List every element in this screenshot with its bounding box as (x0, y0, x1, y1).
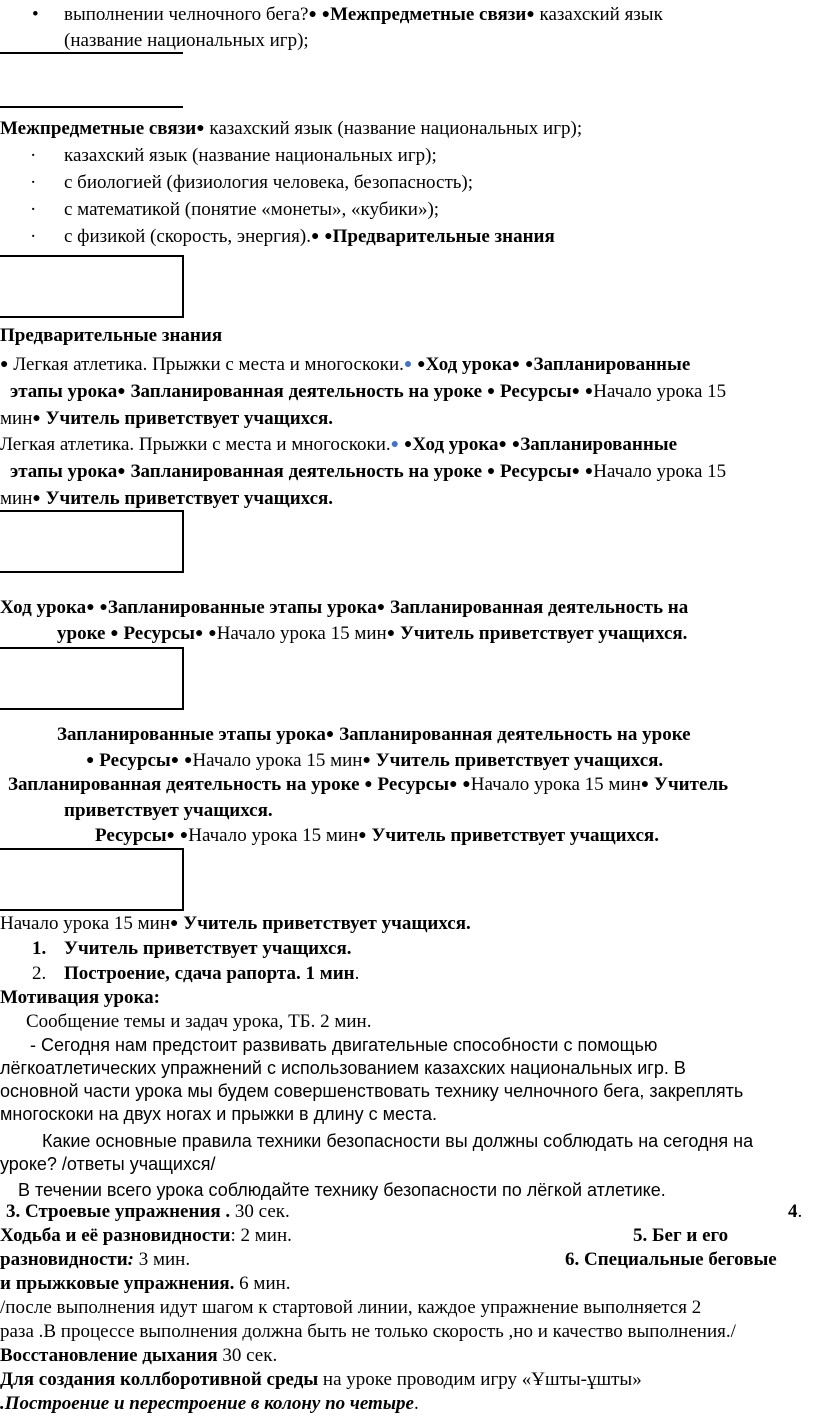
bullet-icon: ● (183, 753, 193, 768)
bullet-icon: ● (449, 777, 458, 792)
bullet-icon: ● (86, 600, 95, 615)
paragraph-line: В течении всего урока соблюдайте технику безопасности по лёгкой атлетике. (18, 1180, 666, 1200)
text-line: Сообщение темы и задач урока, ТБ. 2 мин. (26, 1011, 372, 1032)
bullet-icon: ● (584, 384, 594, 399)
bullet-icon: ● (358, 828, 367, 843)
bullet-icon: ● (99, 600, 108, 615)
section-heading: Мотивация урока: (0, 987, 160, 1008)
text-line: Для создания коллборотивной среды на уроке проводим игру «Ұшты-ұшты» (0, 1369, 642, 1390)
bullet-icon: ● (403, 357, 413, 372)
paragraph-line: многоскоки на двух ногах и прыжки в длину с места. (0, 1104, 438, 1124)
bullet-icon: ● (417, 357, 426, 372)
text-line: раза .В процессе выполнения должна быть не только скорость ,но и качество выполнения./ (0, 1321, 736, 1342)
paragraph-line: - Сегодня нам предстоит развивать двигательные способности с помощью (30, 1035, 658, 1055)
list-item: 1. (32, 938, 47, 959)
bullet-icon: ● (170, 916, 179, 931)
list-item: Учитель приветствует учащихся. (64, 938, 352, 959)
text-line: Запланированная деятельность на уроке ● Ресурсы● ●Начало урока 15 мин● Учитель (8, 774, 729, 795)
text-line: ● Ресурсы● ●Начало урока 15 мин● Учитель приветствует учащихся. (86, 750, 664, 771)
text-line: Запланированные этапы урока● Запланированная деятельность на уроке (57, 724, 691, 745)
text-line: Межпредметные связи● казахский язык (название национальных игр); (0, 118, 583, 139)
bullet-icon: ● (511, 357, 521, 372)
divider (0, 106, 183, 108)
bullet-icon: • (32, 4, 39, 25)
paragraph-line: лёгкоатлетических упражнений с использованием казахских национальных игр. В (0, 1058, 686, 1078)
text-line: .Построение и перестроение в колону по четыре. (0, 1393, 419, 1414)
list-item: · (30, 145, 37, 166)
list-item: казахский язык (название национальных игр); (64, 145, 437, 166)
empty-frame (0, 647, 184, 710)
list-item: с физикой (скорость, энергия).● ●Предварительные знания (64, 226, 555, 247)
list-item: · (30, 199, 37, 220)
bullet-icon: ● (524, 357, 534, 372)
bullet-icon: ● (511, 437, 521, 452)
list-item: с математикой (понятие «монеты», «кубики»); (64, 199, 440, 220)
bullet-icon: ● (390, 437, 400, 452)
bullet-icon: ● (640, 777, 650, 792)
bullet-icon: ● (571, 384, 581, 399)
text-line: Ходьба и её разновидности: 2 мин. (0, 1225, 292, 1246)
list-item: Построение, сдача рапорта. 1 мин. (64, 963, 360, 984)
text-line: и прыжковые упражнения. 6 мин. (0, 1273, 291, 1294)
text-line: 5. Бег и его (633, 1225, 729, 1246)
text-line: 3. Строевые упражнения . 30 сек. (6, 1201, 290, 1222)
bullet-icon: ● (486, 464, 496, 479)
bullet-icon: ● (86, 753, 95, 768)
bullet-icon: ● (170, 753, 180, 768)
text-line: /после выполнения идут шагом к стартовой линии, каждое упражнение выполняется 2 (0, 1297, 702, 1318)
bullet-icon: ● (364, 777, 373, 792)
text-line: 6. Специальные беговые (565, 1249, 777, 1270)
bullet-icon: ● (117, 384, 126, 399)
bullet-icon: ● (571, 464, 581, 479)
bullet-icon: ● (403, 437, 413, 452)
bullet-icon: ● (195, 626, 204, 641)
bullet-icon: ● (166, 828, 176, 843)
text-line: 4. (788, 1201, 803, 1222)
bullet-icon: ● (196, 121, 205, 136)
text-line: выполнении челночного бега?● ●Межпредметные связи● казахский язык (64, 4, 663, 25)
text-line: Восстановление дыхания 30 сек. (0, 1345, 278, 1366)
text-line: этапы урока● Запланированная деятельность на уроке ● Ресурсы● ●Начало урока 15 (10, 381, 727, 402)
list-item: с биологией (физиология человека, безопасность); (64, 172, 474, 193)
divider (0, 52, 183, 54)
empty-frame (0, 255, 184, 318)
text-line: этапы урока● Запланированная деятельность на уроке ● Ресурсы● ●Начало урока 15 (10, 461, 727, 482)
list-item: · (30, 172, 37, 193)
bullet-icon: ● (486, 384, 496, 399)
paragraph-line: уроке? /ответы учащихся/ (0, 1154, 216, 1174)
text-line (32, 4, 39, 26)
bullet-icon: ● (498, 437, 508, 452)
text-line: Легкая атлетика. Прыжки с места и многоскоки.● ●Ход урока● ●Запланированные (0, 434, 678, 455)
bullet-icon: ● (325, 727, 335, 742)
text-line: Ресурсы● ●Начало урока 15 мин● Учитель приветствует учащихся. (95, 825, 659, 846)
empty-frame (0, 848, 184, 911)
text-line: ● Легкая атлетика. Прыжки с места и многоскоки.● ●Ход урока● ●Запланированные (0, 354, 691, 375)
bullet-icon: ● (32, 411, 41, 426)
bullet-icon: ● (584, 464, 594, 479)
text-line: Ход урока● ●Запланированные этапы урока● Запланированная деятельность на (0, 597, 689, 618)
empty-frame (0, 510, 184, 573)
bullet-icon: ● (117, 464, 126, 479)
bullet-icon: ● (110, 626, 119, 641)
paragraph-line: Какие основные правила техники безопасности вы должны соблюдать на сегодня на (42, 1131, 754, 1151)
bullet-icon: ● (308, 7, 317, 22)
bullet-icon: ● (526, 7, 535, 22)
section-heading: Предварительные знания (0, 325, 223, 346)
bullet-icon: ● (32, 491, 41, 506)
text-line: мин● Учитель приветствует учащихся. (0, 488, 334, 509)
bullet-icon: ● (462, 777, 471, 792)
bullet-icon: ● (376, 600, 386, 615)
bullet-icon: ● (179, 828, 189, 843)
bullet-icon: ● (310, 229, 320, 244)
text-line: Начало урока 15 мин● Учитель приветствует учащихся. (0, 913, 471, 934)
text-line: приветствует учащихся. (64, 800, 273, 821)
list-item: 2. (32, 963, 47, 984)
bullet-icon: ● (321, 7, 331, 22)
paragraph-line: основной части урока мы будем совершенствовать технику челночного бега, закреплять (0, 1081, 744, 1101)
list-item: · (30, 226, 37, 247)
text-line: мин● Учитель приветствует учащихся. (0, 408, 334, 429)
bullet-icon: ● (208, 626, 217, 641)
bullet-icon: ● (386, 626, 396, 641)
bullet-icon: ● (324, 229, 333, 244)
text-line: разновидности: 3 мин. (0, 1249, 191, 1270)
text-line: (название национальных игр); (64, 30, 309, 51)
text-line: уроке ● Ресурсы● ●Начало урока 15 мин● Учитель приветствует учащихся. (57, 623, 688, 644)
bullet-icon: ● (0, 357, 9, 372)
bullet-icon: ● (362, 753, 371, 768)
